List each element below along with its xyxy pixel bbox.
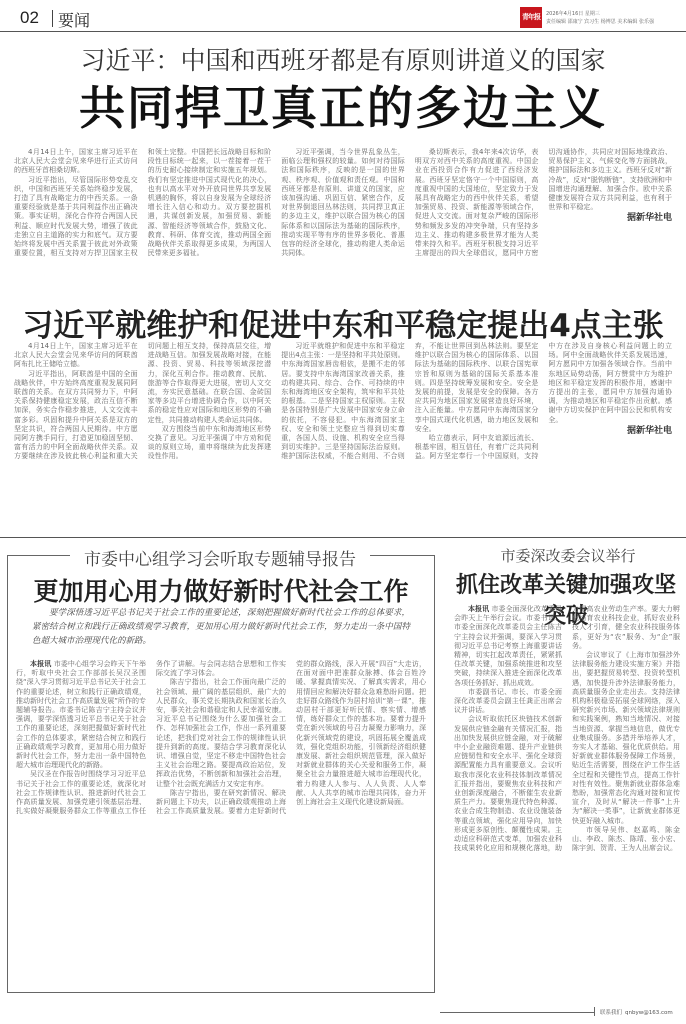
article2-paragraph: 双方围绕当前中东和海湾地区形势交换了意见。习近平强调了中方劝和促谈的原则立场，重申将继续为此发挥建设性作用。	[147, 424, 272, 461]
article2-byline: 据新华社电	[626, 425, 672, 436]
article3-paragraph	[16, 660, 146, 770]
issue-editors: 责任编辑 邵康宁 宾习生 杨博思 美术编辑 张乐强	[546, 19, 654, 25]
article1-paragraph: 习近平强调，当今世界乱象丛生，面临公理和强权的较量。如何对待国际法和国际秩序，反映的是一国的世界观、秩序观、价值观和责任观。中国和西班牙都是有原则、讲道义的国家，应该加强沟通、巩固互信、紧密合作，反对世界倒退回丛林法则，共同捍卫真正的多边主义，维护以联合国为核心的国际体系和以国际法为基础的国际秩序，推动实现平等有序的世界多极化、普惠包容的经济全球化，推动构建人类命运共同体。	[281, 148, 405, 258]
article3-headline[interactable]: 更加用心用力做好新时代社会工作	[33, 577, 409, 606]
article2-body	[14, 342, 672, 462]
article2-paragraph: 哈立德表示，阿中友谊源远流长、根基牢固，相互信任，有着广泛共同利益。阿方坚定奉行一个中国原则，支持中方在涉及自身核心利益问题上的立场。阿中全面战略伙伴关系发展迅速，阿方愿同中方加强各领域合作。当前中东地区局势动荡，阿方赞赏中方为维护地区和平稳定发挥的积极作用，感谢中方提出的主张，愿同中方加强沟通协调，为推动地区和平稳定作出贡献。感谢中方切实保护在阿中国公民和机构安全。	[414, 342, 672, 461]
section-name: 要闻	[58, 11, 91, 30]
article3-paragraph-text: 市委中心组学习会昨天下午举行，听取中央社会工作部部长吴汉圣围绕“深入学习贯彻习近平总书记关于社会工作的重要论述，树立和践行正确政绩观，推动新时代社会工作高质量发展”所作的专题辅导报告。市委书记陈吉宁主持会议并强调，要学深悟透习近平总书记关于社会工作的重要论述，深刻把握做好新时代社会工作的总体要求，紧密结合树立和践行正确政绩观学习教育，更加用心用力做好新时代社会工作，努力走出一条中国特色超大城市治理现代化的新路。	[16, 660, 147, 770]
contact-email[interactable]: qnbyw@163.com	[625, 1010, 673, 1016]
article4-lead: 本报讯	[468, 605, 490, 613]
page-header	[0, 0, 686, 32]
article3-lead: 本报讯	[30, 660, 52, 668]
article3-body	[16, 660, 426, 816]
article4-paragraph: 会议审议了《上海市加强涉外法律服务能力建设实施方案》并指出，要把握贸易转型、投资转型机遇，加快提升涉外法律服务能力，高质量服务企业走出去。支持法律机构积极稳妥拓展全球网络，深入研究新兴市场、新兴领域法律规则和实践案例，熟知当地情况、对接当地资源、掌握当地信息，做优专业集成服务。多措并举培养人才，夯实人才基础、强化优质供给。用好新就业群体服务保障工作场景，贴近生活需要，围绕在沪工作生活全过程和关键性节点，提高工作针对性有效性。聚焦新就业群体急难愁盼，加强常态化沟通对接和宣传宣介，及时从“解决一件事”上升为“解决一类事”，让新就业群体更快更好融入城市。	[572, 651, 680, 825]
footer-tick	[594, 1007, 595, 1016]
article4-headline[interactable]: 抓住改革关键加强攻坚突破	[455, 573, 676, 629]
section-divider	[52, 10, 53, 27]
article1-paragraph: 习近平指出，尽管国际形势变乱交织，中国和西班牙关系始终稳步发展，打造了具有战略定力的中西关系。一条重要经验就是基于共同利益作出正确决策。事实证明，深化合作符合两国人民利益、顺应时代发展大势，增强了彼此走独立自主道路的实力和底气。双方要始终将发展中西关系置于彼此对外政策重要位置，相互支持对方捍卫国家主权和领土完整。中国把长远战略目标和阶段性目标统一起来，以一茬接着一茬干的历史耐心接续制定和实施五年规划。我们有坚定推进中国式现代化的决心，也有以高水平对外开放同世界共享发展机遇的胸怀，将以自身发展为全球经济增长注入信心和动力。双方要挖掘机遇，共谋创新发展，加强贸易、新能源、智能经济等领域合作，鼓励文化、教育、科研、体育交流，推动两国全面战略伙伴关系取得更多成果，为两国人民带来更多福祉。	[14, 148, 272, 258]
article3-kicker: 市委中心组学习会听取专题辅导报告	[70, 545, 370, 570]
article3-paragraph: 吴汉圣在作报告时围绕学习习近平总书记关于社会工作的重要论述，就深化对社会工作规律性认识、推进新时代社会工作高质量发展、加强党建引领基层治理、扎实做好凝聚服务群众工作等重点工作任务作了讲解。与会同志结合思想和工作实际交流了学习体会。	[16, 660, 286, 816]
article4-paragraph-text: 市委全面深化改革委员会昨天上午举行会议。市委书记、市委全面深化改革委员会主任陈吉宁主持会议并强调，要深入学习贯彻习近平总书记考察上海重要讲话精神，切实扛起改革责任，紧紧抓住改革关键，加强系统推进和攻坚突破，持续深入推进全面深化改革各项任务抓好、抓出成效。	[454, 605, 563, 687]
article2-paragraph: 4月14日上午，国家主席习近平在北京人民大会堂会见来华访问的阿联酋阿布扎比王储哈立德。	[14, 342, 138, 369]
article4-paragraph	[454, 605, 562, 688]
article4-kicker: 市委深改委会议举行	[500, 547, 636, 565]
article3-summary: 要学深悟透习近平总书记关于社会工作的重要论述，深刻把握做好新时代社会工作的总体要求，紧密结合树立和践行正确政绩观学习教育，更加用心用力做好新时代社会工作，努力走出一条中国特色超大城市治理现代化的新路。	[32, 608, 410, 646]
article3-paragraph: 陈吉宁指出，社会工作面向最广泛的社会领域、最广阔的基层组织、最广大的人民群众，事关党长期执政和国家长治久安，事关社会和谐稳定和人民幸福安康。习近平总书记围绕为什么要加强社会工作、怎样加强社会工作，作出一系列重要论述，把我们党对社会工作的规律性认识提升到新的高度。要结合学习教育深化认识、增强自觉，坚定不移走中国特色社会主义社会治理之路。要提高政治站位，发挥政治优势，不断创新和加强社会治理，让整个社会既充满活力又安定有序。	[156, 678, 286, 788]
newspaper-logo: 青年报	[520, 7, 542, 28]
article1-kicker: 习近平：中国和西班牙都是有原则讲道义的国家	[80, 46, 606, 75]
article4-paragraph: 市委副书记、市长、市委全面深化改革委员会副主任龚正出席会议并讲话。	[454, 687, 562, 715]
article4-paragraph: 会议听取依托区块链技术创新发展供应链金融有关情况汇报，指出加快发展供应链金融，对于破解中小企业融资难题、提升产业链供应链韧性和安全水平、强化全球资源配置能力具有重要意义。会议听取我市深化农业科技体制改革情况汇报并指出，要聚焦农业科技和产业创新深度融合，不断催生农业新质生产力。要聚焦现代特色种源、农业合成生物制造、农业设施装备等重点领域，强化应用导向，加快形成更多原创性、颠覆性成果。主动适应科研范式变革，加强农业科技成果转化应用和规模化落地，助力提高农业劳动生产率。要大力孵化培育农业科技企业，抓好农业科技人才引育，健全农业科技服务体系，更好为“农”服务、为“企”服务。	[454, 605, 680, 853]
article1-paragraph: 桑切斯表示，我4年来4次访华，表明双方对西中关系的高度重视。中国企业在西投资合作有力促进了西经济发展。西班牙坚定恪守一个中国原则，高度重视中国的大国地位，坚定致力于发展具有战略定力的西中伙伴关系，希望加强贸易、投资、新能源等领域合作，促进人文交流。面对复杂严峻的国际形势和频发多发的冲突争端，只有坚持多边主义、推动构建多极世界才能为人类带来持久和平。西班牙积极支持习近平主席提出的四大全球倡议，愿同中方密切沟通协作，共同应对国际地缘政治、贸易保护主义、气候变化等方面挑战，维护国际法和多边主义。西班牙反对“新冷战”，反对“脱钩断链”，支持欧洲和中国增进沟通理解、加强合作。欧中关系健康发展符合双方共同利益，也有利于世界和平稳定。	[414, 148, 672, 258]
article1-paragraph: 4月14日上午，国家主席习近平在北京人民大会堂会见来华进行正式访问的西班牙首相桑切斯。	[14, 148, 138, 175]
article1-byline: 据新华社电	[626, 213, 672, 224]
footer-contact	[600, 1008, 684, 1016]
article1-headline[interactable]: 共同捍卫真正的多边主义	[79, 81, 607, 135]
article1-body	[14, 148, 672, 258]
section-divider-rule	[0, 537, 686, 538]
footer-rule	[440, 1012, 594, 1013]
article3-paragraph: 陈吉宁指出，要在研究新情况、解决新问题上下功夫，以正确政绩观推动上海社会工作高质量发展。要着力走好新时代党的群众路线，深入开展“四百”大走访，在面对面中把准群众脉搏、体会百姓冷暖、掌握真情实况、了解真实需求，用心用情回应和解决好群众急难愁盼问题。把走好群众路线作为居村培训“第一课”，推动居村干部更好听民情、察实情、增感情，练好群众工作的基本功。要着力提升党在新兴领域的号召力凝聚力影响力，深化新兴领域党的建设，巩固拓展全覆盖成效，强化党组织功能，引领新经济组织健康发展、新社会组织规范管理，深入做好对新就业群体的关心关爱和服务工作，凝聚全社会力量推进超大城市治理现代化，着力构建人人参与、人人负责、人人奉献、人人共享的城市治理共同体，奋力开创上海社会主义现代化建设新局面。	[156, 660, 426, 816]
contact-label: 联系我们	[600, 1010, 623, 1016]
article4-body	[454, 605, 680, 853]
article2-paragraph: 习近平就维护和促进中东和平稳定提出4点主张：一是坚持和平共处原则。中东海湾国家唇齿相依，是搬不走的邻居。要支持中东海湾国家改善关系，推动构建共同、综合、合作、可持续的中东和海湾地区安全架构，筑牢和平共处的根基。二是坚持国家主权原则。主权是各国特别是广大发展中国家安身立命的依托，不容侵犯。中东海湾国家主权、安全和领土完整应当得到切实尊重，各国人员、设施、机构安全应当得到切实维护。三是坚持国际法治原则。维护国际法权威，不能合则用、不合则弃，不能让世界回到丛林法则。要坚定维护以联合国为核心的国际体系、以国际法为基础的国际秩序、以联合国宪章宗旨和原则为基础的国际关系基本准则。四是坚持统筹发展和安全。安全是发展的前提，发展是安全的保障。各方应共同为地区国家发展营造良好环境，注入正能量。中方愿同中东海湾国家分享中国式现代化机遇，助力地区发展和安全。	[281, 342, 539, 461]
issue-date: 2026年4月16日 星期三	[546, 11, 600, 17]
page-number: 02	[20, 8, 39, 27]
article2-paragraph: 习近平指出，阿联酋是中国的全面战略伙伴，中方始终高度重视发展同阿联酋的关系。在双方共同努力下，中阿关系保持健康稳定发展，政治互信不断加深，务实合作稳步推进，人文交流丰富多彩。巩固和提升中阿关系是双方的坚定共识，符合两国人民期待。中方愿同阿方携手同行，打造更加稳固坚韧、富有活力的中阿全面战略伙伴关系。双方要继续在涉及彼此核心利益和重大关切问题上相互支持，保持高层交往，增进战略互信。加强发展战略对接，在能源、投资、贸易、科技等领域深挖潜力，深化互利合作。推动教育、民航、旅游等合作取得更大进展，密切人文交流，夯实民意基础。在联合国、金砖国家等多边平台增进协调合作，以中阿关系的稳定性应对国际和地区形势的不确定性，共同推动构建人类命运共同体。	[14, 342, 272, 461]
issue-meta	[546, 10, 682, 26]
article2-headline[interactable]: 习近平就维护和促进中东和平稳定提出4点主张	[22, 308, 664, 344]
article4-paragraph: 市领导吴伟、赵嘉鸣、陈金山、李政、陈杰、陈靖、张小宏、陈宇剑、贺青、王为人出席会议。	[572, 825, 680, 853]
